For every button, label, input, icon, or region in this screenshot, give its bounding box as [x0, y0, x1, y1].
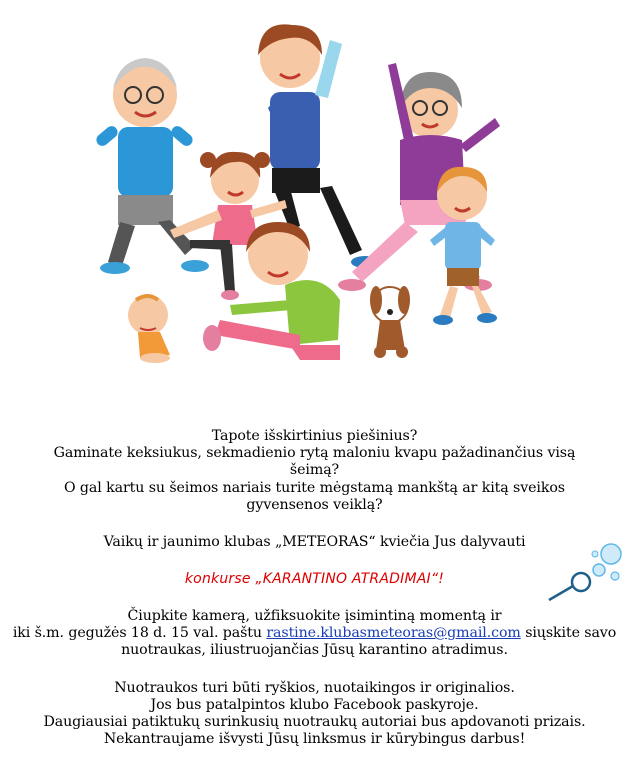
- contest-title: konkurse „KARANTINO ATRADIMAI“!: [184, 571, 445, 587]
- boy-figure: [430, 167, 497, 325]
- bubble-wand-icon: [543, 540, 625, 606]
- dog-figure: [370, 286, 410, 358]
- text-line-8: Čiupkite kamerą, užfiksuokite įsimintiną momentą ir: [127, 608, 502, 624]
- text-line-3: šeimą?: [289, 462, 340, 478]
- text-line-4: O gal kartu su šeimos nariais turite mėgstamą mankštą ar kitą sveikos: [63, 480, 565, 496]
- email-link[interactable]: rastine.klubasmeteoras@gmail.com: [266, 625, 521, 641]
- text-line-9-post: siųskite savo: [520, 625, 617, 641]
- text-line-12: Jos bus patalpintos klubo Facebook paskyroje.: [150, 697, 479, 713]
- text-line-11: Nuotraukos turi būti ryškios, nuotaikingos ir originalios.: [114, 680, 515, 696]
- text-line-5: gyvensenos veiklą?: [246, 497, 383, 513]
- baby-figure: [128, 295, 170, 363]
- invitation-line: Vaikų ir jaunimo klubas „METEORAS“ kviečia Jus dalyvauti: [103, 534, 526, 550]
- text-line-1: Tapote išskirtinius piešinius?: [211, 428, 418, 444]
- text-line-13: Daugiausiai patiktukų surinkusių nuotraukų autoriai bus apdovanoti prizais.: [43, 714, 586, 730]
- text-line-14: Nekantraujame išvysti Jūsų linksmus ir kūrybingus darbus!: [103, 731, 526, 747]
- text-line-9: [0, 625, 629, 642]
- text-line-2: Gaminate keksiukus, sekmadienio rytą maloniu kvapu pažadinančius visą: [53, 445, 576, 461]
- text-line-10: nuotraukas, iliustruojančias Jūsų karantino atradimus.: [121, 642, 508, 658]
- text-line-9-pre: iki š.m. gegužės 18 d. 15 val. paštu: [12, 625, 267, 641]
